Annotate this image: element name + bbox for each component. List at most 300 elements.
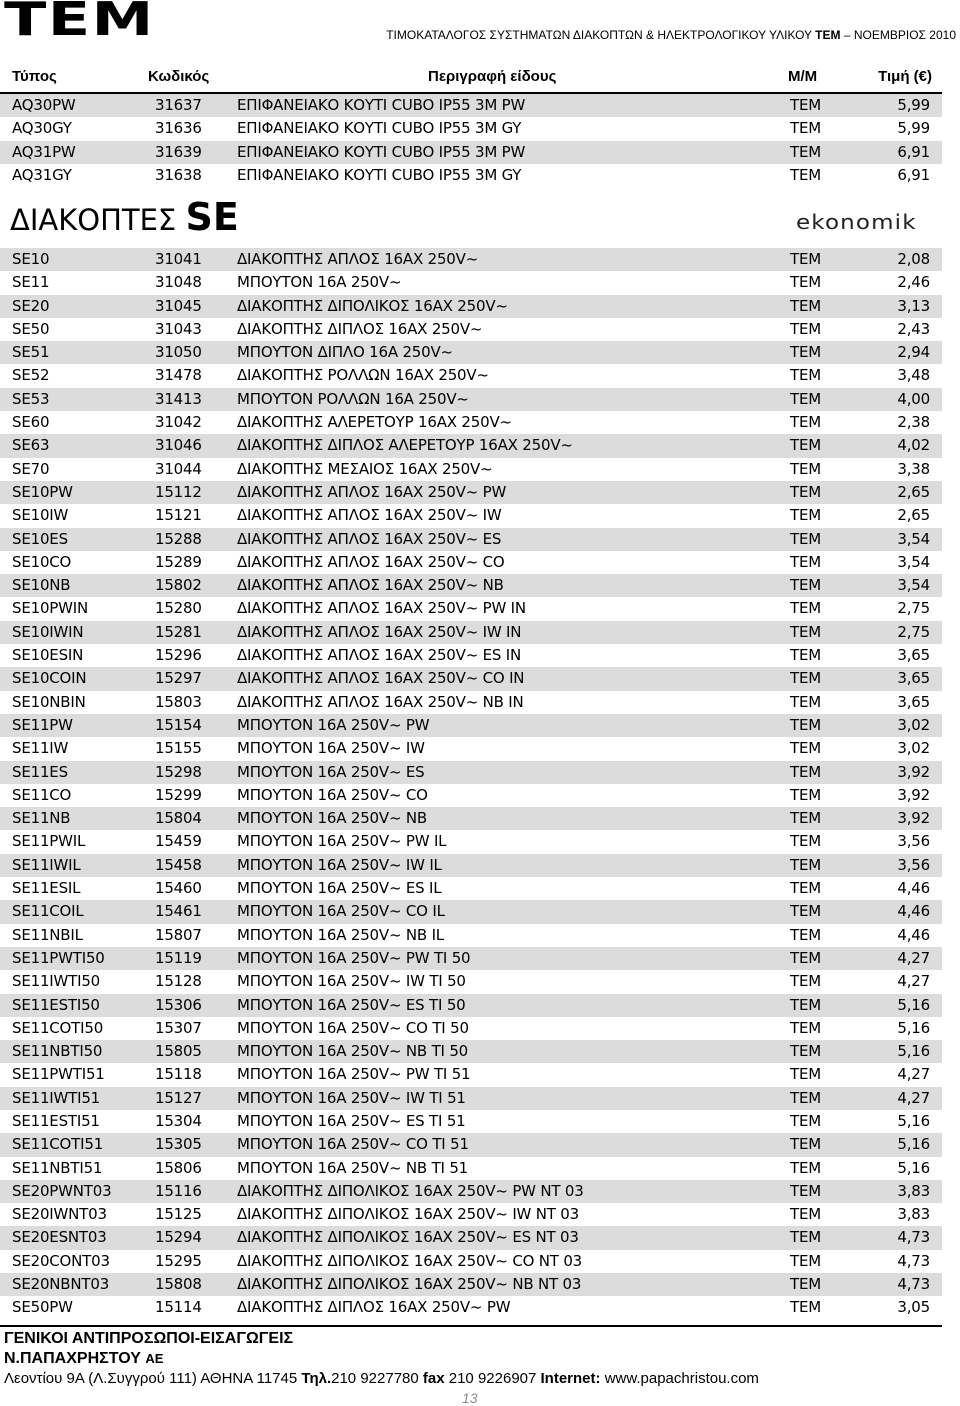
product-table-main [0, 248, 942, 1320]
row-type: SE10ESIN [12, 646, 84, 665]
table-row [0, 458, 942, 481]
footer-contact [4, 1370, 759, 1387]
table-row [0, 164, 942, 187]
row-type: SE11ESTI51 [12, 1111, 100, 1130]
table-row [0, 737, 942, 760]
row-description: ΔΙΑΚΟΠΤΗΣ ΔΙΠΟΛΙΚΟΣ 16ΑΧ 250V~ [237, 296, 508, 315]
table-row [0, 1250, 942, 1273]
row-um: TEM [790, 119, 821, 138]
row-type: SE11PWTI51 [12, 1065, 105, 1084]
row-description: ΕΠΙΦΑΝΕΙΑΚΟ ΚΟΥΤΙ CUBO IP55 3M GY [237, 165, 522, 184]
table-row [0, 1040, 942, 1063]
row-type: SE11PWIL [12, 832, 86, 851]
row-type: SE11COIL [12, 902, 84, 921]
table-row [0, 271, 942, 294]
row-code: 15294 [155, 1228, 202, 1247]
row-type: SE10CO [12, 552, 72, 571]
row-code: 15802 [155, 576, 202, 595]
row-type: SE10IW [12, 506, 69, 525]
row-description: ΜΠΟΥΤΟΝ 16Α 250V~ [237, 273, 402, 292]
row-price: 2,75 [897, 622, 930, 641]
row-type: SE11NBIL [12, 925, 83, 944]
table-row [0, 141, 942, 164]
row-um: TEM [790, 482, 821, 501]
tem-logo: TEM [4, 0, 155, 46]
table-row [0, 295, 942, 318]
row-price: 2,94 [897, 343, 930, 362]
row-code: 15121 [155, 506, 202, 525]
row-type: SE11IWTI51 [12, 1088, 101, 1107]
row-type: SE20IWNT03 [12, 1205, 107, 1224]
row-um: TEM [790, 389, 821, 408]
row-code: 31478 [155, 366, 202, 385]
row-um: TEM [790, 762, 821, 781]
table-row [0, 1180, 942, 1203]
row-um: TEM [790, 1042, 821, 1061]
row-price: 4,46 [897, 902, 930, 921]
row-code: 31050 [155, 343, 202, 362]
row-description: ΜΠΟΥΤΟΝ 16Α 250V~ NB [237, 809, 428, 828]
row-um: TEM [790, 1065, 821, 1084]
row-code: 31044 [155, 459, 202, 478]
row-um: TEM [790, 925, 821, 944]
row-um: TEM [790, 646, 821, 665]
row-um: TEM [790, 948, 821, 967]
row-type: SE20PWNT03 [12, 1181, 112, 1200]
row-um: TEM [790, 96, 821, 114]
table-row [0, 528, 942, 551]
row-um: TEM [790, 739, 821, 758]
row-description: ΜΠΟΥΤΟΝ 16Α 250V~ CO IL [237, 902, 445, 921]
row-description: ΔΙΑΚΟΠΤΗΣ ΔΙΠΟΛΙΚΟΣ 16ΑΧ 250V~ CO NT 03 [237, 1251, 583, 1270]
row-description: ΔΙΑΚΟΠΤΗΣ ΔΙΠΟΛΙΚΟΣ 16ΑΧ 250V~ ES NT 03 [237, 1228, 579, 1247]
row-code: 15119 [155, 948, 202, 967]
row-code: 31046 [155, 436, 202, 455]
column-code: Κωδικός [148, 68, 210, 85]
table-row [0, 877, 942, 900]
row-description: ΜΠΟΥΤΟΝ 16Α 250V~ PW IL [237, 832, 447, 851]
row-type: SE11CO [12, 785, 72, 804]
row-type: SE53 [12, 389, 50, 408]
row-um: TEM [790, 1228, 821, 1247]
catalog-title-suffix: – ΝΟΕΜΒΡΙΟΣ 2010 [843, 28, 956, 42]
row-code: 15297 [155, 669, 202, 688]
row-um: TEM [790, 529, 821, 548]
row-price: 5,99 [897, 119, 930, 138]
row-price: 4,73 [897, 1228, 930, 1247]
row-description: ΕΠΙΦΑΝΕΙΑΚΟ ΚΟΥΤΙ CUBO IP55 3M PW [237, 96, 526, 114]
table-row [0, 434, 942, 457]
row-description: ΔΙΑΚΟΠΤΗΣ ΑΠΛΟΣ 16ΑΧ 250V~ PW IN [237, 599, 526, 618]
row-description: ΜΠΟΥΤΟΝ ΡΟΛΛΩΝ 16Α 250V~ [237, 389, 469, 408]
row-price: 4,27 [897, 1065, 930, 1084]
table-row [0, 94, 942, 117]
row-um: TEM [790, 576, 821, 595]
row-description: ΜΠΟΥΤΟΝ 16Α 250V~ CO TI 50 [237, 1018, 469, 1037]
row-price: 3,05 [897, 1298, 930, 1317]
row-price: 3,92 [897, 809, 930, 828]
row-type: SE11ES [12, 762, 68, 781]
row-um: TEM [790, 1298, 821, 1317]
row-um: TEM [790, 319, 821, 338]
row-type: SE20 [12, 296, 50, 315]
row-price: 4,46 [897, 925, 930, 944]
row-price: 4,27 [897, 972, 930, 991]
row-type: SE50 [12, 319, 50, 338]
row-code: 15281 [155, 622, 202, 641]
table-row [0, 1087, 942, 1110]
row-um: TEM [790, 1135, 821, 1154]
table-row [0, 947, 942, 970]
row-description: ΔΙΑΚΟΠΤΗΣ ΑΠΛΟΣ 16ΑΧ 250V~ IW IN [237, 622, 522, 641]
row-price: 3,54 [897, 576, 930, 595]
row-um: TEM [790, 669, 821, 688]
row-price: 5,16 [897, 1158, 930, 1177]
footer-distributors: ΓΕΝΙΚΟΙ ΑΝΤΙΠΡΟΣΩΠΟΙ-ΕΙΣΑΓΩΓΕΙΣ [4, 1330, 294, 1347]
row-code: 31042 [155, 413, 202, 432]
row-code: 15458 [155, 855, 202, 874]
row-price: 3,65 [897, 692, 930, 711]
row-description: ΜΠΟΥΤΟΝ 16Α 250V~ NB TI 51 [237, 1158, 469, 1177]
row-type: SE50PW [12, 1298, 73, 1317]
row-code: 31041 [155, 250, 202, 268]
row-um: TEM [790, 855, 821, 874]
table-row [0, 924, 942, 947]
table-row [0, 784, 942, 807]
row-description: ΔΙΑΚΟΠΤΗΣ ΔΙΠΛΟΣ 16ΑΧ 250V~ [237, 319, 483, 338]
catalog-title-prefix: ΤΙΜΟΚΑΤΑΛΟΓΟΣ ΣΥΣΤΗΜΑΤΩΝ ΔΙΑΚΟΠΤΩΝ & ΗΛΕΚΤΡΟΛΟΓΙΚΟΥ ΥΛΙΚΟΥ [386, 28, 812, 42]
row-um: TEM [790, 832, 821, 851]
row-description: ΜΠΟΥΤΟΝ 16Α 250V~ ES TI 51 [237, 1111, 466, 1130]
column-type: Τύπος [12, 68, 57, 85]
table-row [0, 854, 942, 877]
footer-company [4, 1350, 163, 1368]
row-um: TEM [790, 622, 821, 641]
row-code: 15155 [155, 739, 202, 758]
table-row [0, 1110, 942, 1133]
row-code: 31639 [155, 142, 202, 161]
row-um: TEM [790, 250, 821, 268]
table-row [0, 364, 942, 387]
row-description: ΔΙΑΚΟΠΤΗΣ ΑΠΛΟΣ 16ΑΧ 250V~ ES [237, 529, 502, 548]
fax-label: fax [422, 1370, 445, 1387]
column-price: Τιμή (€) [878, 68, 932, 85]
row-um: TEM [790, 1018, 821, 1037]
row-um: TEM [790, 785, 821, 804]
row-description: ΜΠΟΥΤΟΝ 16Α 250V~ ES [237, 762, 425, 781]
row-code: 15306 [155, 995, 202, 1014]
row-price: 2,08 [897, 250, 930, 268]
row-um: TEM [790, 692, 821, 711]
row-description: ΜΠΟΥΤΟΝ 16Α 250V~ IW TI 50 [237, 972, 466, 991]
row-price: 2,65 [897, 482, 930, 501]
row-price: 5,16 [897, 1018, 930, 1037]
row-description: ΔΙΑΚΟΠΤΗΣ ΜΕΣΑΙΟΣ 16ΑΧ 250V~ [237, 459, 493, 478]
catalog-title-brand: TEM [815, 28, 841, 42]
row-price: 5,16 [897, 1111, 930, 1130]
table-row [0, 761, 942, 784]
row-price: 3,38 [897, 459, 930, 478]
row-description: ΜΠΟΥΤΟΝ 16Α 250V~ IW [237, 739, 425, 758]
row-price: 3,92 [897, 785, 930, 804]
page-header [0, 0, 960, 60]
row-code: 15118 [155, 1065, 202, 1084]
address: Λεοντίου 9Α (Λ.Συγγρού 111) ΑΘΗΝΑ 11745 [4, 1370, 298, 1387]
row-price: 3,13 [897, 296, 930, 315]
row-code: 15299 [155, 785, 202, 804]
column-description: Περιγραφή είδους [428, 68, 557, 85]
row-price: 2,38 [897, 413, 930, 432]
row-type: SE10IWIN [12, 622, 84, 641]
ekonomik-logo: ekonomik [796, 210, 917, 234]
table-row [0, 900, 942, 923]
row-type: SE11ESIL [12, 879, 81, 898]
table-row [0, 504, 942, 527]
row-description: ΜΠΟΥΤΟΝ 16Α 250V~ IW IL [237, 855, 442, 874]
row-description: ΔΙΑΚΟΠΤΗΣ ΑΠΛΟΣ 16ΑΧ 250V~ CO IN [237, 669, 525, 688]
row-type: SE10 [12, 250, 50, 268]
footer-divider [0, 1325, 942, 1327]
row-code: 15460 [155, 879, 202, 898]
table-row [0, 691, 942, 714]
row-type: AQ30GY [12, 119, 72, 138]
row-um: TEM [790, 879, 821, 898]
catalog-title [386, 28, 956, 42]
row-description: ΔΙΑΚΟΠΤΗΣ ΑΠΛΟΣ 16ΑΧ 250V~ NB [237, 576, 504, 595]
table-row [0, 830, 942, 853]
row-um: TEM [790, 599, 821, 618]
row-code: 15304 [155, 1111, 202, 1130]
row-um: TEM [790, 972, 821, 991]
row-code: 15288 [155, 529, 202, 548]
row-type: SE11NBTI51 [12, 1158, 103, 1177]
row-price: 3,56 [897, 832, 930, 851]
row-type: SE20ESNT03 [12, 1228, 107, 1247]
internet-label: Internet: [540, 1370, 601, 1387]
row-code: 15804 [155, 809, 202, 828]
row-code: 15296 [155, 646, 202, 665]
section-title-series: SE [185, 195, 239, 239]
row-price: 3,65 [897, 646, 930, 665]
row-type: SE70 [12, 459, 50, 478]
row-price: 2,65 [897, 506, 930, 525]
row-price: 3,83 [897, 1181, 930, 1200]
row-code: 15116 [155, 1181, 202, 1200]
row-code: 15289 [155, 552, 202, 571]
table-row [0, 714, 942, 737]
row-um: TEM [790, 1205, 821, 1224]
table-row [0, 970, 942, 993]
table-row [0, 117, 942, 140]
company-suffix: ΑΕ [145, 1351, 164, 1366]
row-type: AQ30PW [12, 96, 76, 114]
table-row [0, 1226, 942, 1249]
row-type: SE10NB [12, 576, 71, 595]
row-price: 4,27 [897, 948, 930, 967]
row-description: ΕΠΙΦΑΝΕΙΑΚΟ ΚΟΥΤΙ CUBO IP55 3M GY [237, 119, 522, 138]
row-price: 4,00 [897, 389, 930, 408]
row-type: SE10ES [12, 529, 68, 548]
row-code: 15295 [155, 1251, 202, 1270]
row-price: 3,54 [897, 529, 930, 548]
row-description: ΜΠΟΥΤΟΝ 16Α 250V~ PW TI 50 [237, 948, 471, 967]
row-price: 3,02 [897, 715, 930, 734]
row-type: SE11ESTI50 [12, 995, 100, 1014]
table-row [0, 388, 942, 411]
table-row [0, 1273, 942, 1296]
row-code: 31045 [155, 296, 202, 315]
row-code: 15806 [155, 1158, 202, 1177]
row-description: ΜΠΟΥΤΟΝ 16Α 250V~ PW TI 51 [237, 1065, 471, 1084]
row-price: 3,83 [897, 1205, 930, 1224]
row-um: TEM [790, 142, 821, 161]
row-description: ΜΠΟΥΤΟΝ 16Α 250V~ IW TI 51 [237, 1088, 466, 1107]
row-type: AQ31GY [12, 165, 72, 184]
row-price: 5,16 [897, 995, 930, 1014]
table-row [0, 807, 942, 830]
row-um: TEM [790, 1181, 821, 1200]
row-um: TEM [790, 902, 821, 921]
row-code: 31638 [155, 165, 202, 184]
row-type: SE10COIN [12, 669, 87, 688]
row-description: ΔΙΑΚΟΠΤΗΣ ΔΙΠΛΟΣ 16ΑΧ 250V~ PW [237, 1298, 511, 1317]
row-price: 4,73 [897, 1275, 930, 1294]
row-code: 15154 [155, 715, 202, 734]
row-code: 15112 [155, 482, 202, 501]
row-type: SE11IWIL [12, 855, 81, 874]
row-price: 3,56 [897, 855, 930, 874]
row-um: TEM [790, 1111, 821, 1130]
table-row [0, 248, 942, 271]
row-code: 15305 [155, 1135, 202, 1154]
row-um: TEM [790, 1251, 821, 1270]
row-price: 3,92 [897, 762, 930, 781]
row-type: SE51 [12, 343, 50, 362]
website-link[interactable]: www.papachristou.com [604, 1370, 759, 1387]
row-type: SE11NB [12, 809, 71, 828]
section-title-prefix: ΔΙΑΚΟΠΤΕΣ [10, 203, 177, 237]
row-description: ΔΙΑΚΟΠΤΗΣ ΔΙΠΟΛΙΚΟΣ 16ΑΧ 250V~ NB NT 03 [237, 1275, 582, 1294]
row-um: TEM [790, 995, 821, 1014]
row-price: 3,48 [897, 366, 930, 385]
row-type: SE63 [12, 436, 50, 455]
row-code: 15307 [155, 1018, 202, 1037]
row-type: SE11COTI51 [12, 1135, 104, 1154]
table-row [0, 1017, 942, 1040]
row-description: ΔΙΑΚΟΠΤΗΣ ΔΙΠΟΛΙΚΟΣ 16ΑΧ 250V~ PW NT 03 [237, 1181, 584, 1200]
row-um: TEM [790, 413, 821, 432]
row-um: TEM [790, 715, 821, 734]
row-um: TEM [790, 552, 821, 571]
row-code: 15808 [155, 1275, 202, 1294]
row-type: SE11NBTI50 [12, 1042, 103, 1061]
row-price: 4,73 [897, 1251, 930, 1270]
row-code: 15114 [155, 1298, 202, 1317]
row-um: TEM [790, 296, 821, 315]
row-description: ΜΠΟΥΤΟΝ ΔΙΠΛΟ 16Α 250V~ [237, 343, 453, 362]
row-type: SE11PWTI50 [12, 948, 105, 967]
row-price: 3,54 [897, 552, 930, 571]
column-um: Μ/Μ [788, 68, 818, 85]
company-name: Ν.ΠΑΠΑΧΡΗΣΤΟΥ [4, 1350, 141, 1367]
row-description: ΕΠΙΦΑΝΕΙΑΚΟ ΚΟΥΤΙ CUBO IP55 3M PW [237, 142, 526, 161]
row-description: ΔΙΑΚΟΠΤΗΣ ΑΠΛΟΣ 16ΑΧ 250V~ [237, 250, 479, 268]
tel-number: 210 9227780 [331, 1370, 419, 1387]
row-um: TEM [790, 1088, 821, 1107]
table-row [0, 621, 942, 644]
fax-number: 210 9226907 [448, 1370, 537, 1387]
table-row [0, 318, 942, 341]
row-price: 2,43 [897, 319, 930, 338]
row-code: 15807 [155, 925, 202, 944]
table-row [0, 1203, 942, 1226]
row-description: ΔΙΑΚΟΠΤΗΣ ΔΙΠΛΟΣ ΑΛΕΡΕΤΟΥΡ 16ΑΧ 250V~ [237, 436, 573, 455]
table-row [0, 597, 942, 620]
row-type: SE11IW [12, 739, 69, 758]
section-title [10, 194, 239, 240]
table-row [0, 411, 942, 434]
row-type: SE10PWIN [12, 599, 89, 618]
table-row [0, 551, 942, 574]
row-um: TEM [790, 1275, 821, 1294]
table-header [0, 68, 942, 94]
row-code: 31637 [155, 96, 202, 114]
row-type: SE10PW [12, 482, 73, 501]
table-row [0, 644, 942, 667]
row-description: ΔΙΑΚΟΠΤΗΣ ΑΠΛΟΣ 16ΑΧ 250V~ PW [237, 482, 507, 501]
table-row [0, 1063, 942, 1086]
row-type: SE52 [12, 366, 50, 385]
row-type: SE11COTI50 [12, 1018, 104, 1037]
row-description: ΜΠΟΥΤΟΝ 16Α 250V~ ES IL [237, 879, 442, 898]
row-price: 5,16 [897, 1135, 930, 1154]
row-description: ΜΠΟΥΤΟΝ 16Α 250V~ NB TI 50 [237, 1042, 469, 1061]
row-um: TEM [790, 165, 821, 184]
row-description: ΔΙΑΚΟΠΤΗΣ ΑΠΛΟΣ 16ΑΧ 250V~ CO [237, 552, 505, 571]
page-number: 13 [462, 1390, 478, 1406]
row-description: ΜΠΟΥΤΟΝ 16Α 250V~ NB IL [237, 925, 444, 944]
row-um: TEM [790, 459, 821, 478]
row-price: 4,02 [897, 436, 930, 455]
row-price: 5,16 [897, 1042, 930, 1061]
row-description: ΜΠΟΥΤΟΝ 16Α 250V~ PW [237, 715, 430, 734]
row-price: 2,75 [897, 599, 930, 618]
row-description: ΜΠΟΥΤΟΝ 16Α 250V~ ES TI 50 [237, 995, 466, 1014]
row-description: ΔΙΑΚΟΠΤΗΣ ΡΟΛΛΩΝ 16ΑΧ 250V~ [237, 366, 489, 385]
row-price: 2,46 [897, 273, 930, 292]
row-code: 15298 [155, 762, 202, 781]
row-um: TEM [790, 273, 821, 292]
row-code: 15125 [155, 1205, 202, 1224]
table-row [0, 1296, 942, 1319]
row-code: 31413 [155, 389, 202, 408]
row-type: SE20NBNT03 [12, 1275, 110, 1294]
row-type: AQ31PW [12, 142, 76, 161]
row-price: 6,91 [897, 142, 930, 161]
row-um: TEM [790, 809, 821, 828]
table-row [0, 574, 942, 597]
table-row [0, 994, 942, 1017]
row-description: ΔΙΑΚΟΠΤΗΣ ΑΠΛΟΣ 16ΑΧ 250V~ ES IN [237, 646, 522, 665]
row-price: 4,46 [897, 879, 930, 898]
row-code: 31636 [155, 119, 202, 138]
row-type: SE11PW [12, 715, 73, 734]
row-price: 3,02 [897, 739, 930, 758]
row-description: ΔΙΑΚΟΠΤΗΣ ΑΠΛΟΣ 16ΑΧ 250V~ NB IN [237, 692, 524, 711]
row-description: ΜΠΟΥΤΟΝ 16Α 250V~ CO TI 51 [237, 1135, 469, 1154]
table-row [0, 667, 942, 690]
table-row [0, 481, 942, 504]
